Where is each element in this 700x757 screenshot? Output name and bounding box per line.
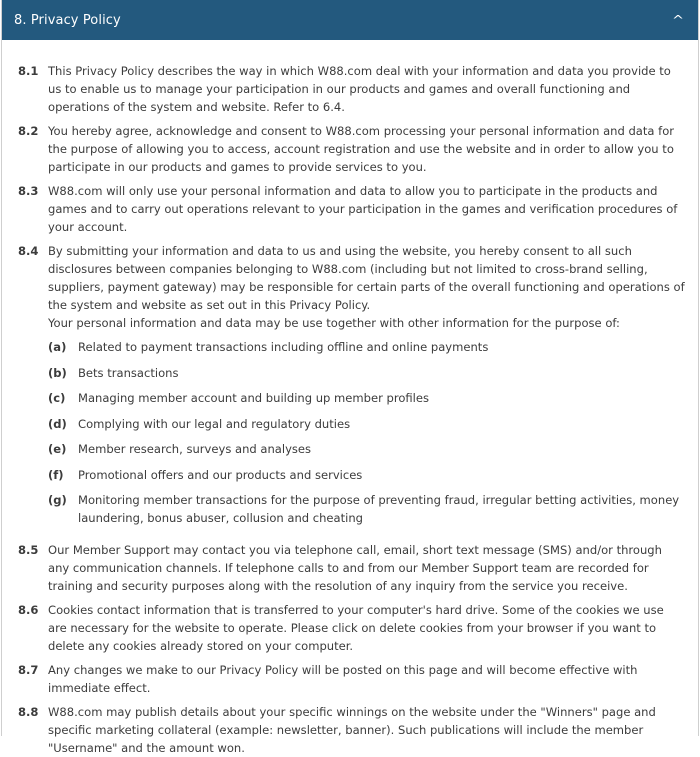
list-item — [48, 389, 686, 407]
chevron-up-icon[interactable]: ^ — [671, 13, 685, 27]
list-item-label: (d) — [48, 416, 67, 431]
list-item-text: Related to payment transactions including offline and online payments — [78, 340, 489, 354]
list-item — [48, 491, 686, 527]
clause-8-4 — [18, 242, 686, 535]
list-item — [48, 415, 686, 433]
list-item-text: Promotional offers and our products and services — [78, 467, 363, 482]
accordion-header[interactable] — [2, 0, 698, 40]
list-item-label: (f) — [48, 467, 64, 482]
privacy-policy-panel — [1, 0, 699, 755]
clause-number: 8.2 — [18, 124, 39, 138]
list-item-text: Bets transactions — [78, 365, 179, 380]
purpose-list — [48, 338, 686, 527]
clause-text: Any changes we make to our Privacy Policy will be posted on this page and will become effective with immediate effect. — [48, 662, 638, 695]
clause-number: 8.5 — [18, 542, 39, 557]
clause-text: Our Member Support may contact you via telephone call, email, short text message (SMS) and/or through any communication channels. If telephone calls to and from our Member Support team are recorded for training and security purposes along with the resolution of any inquiry from the service you receive. — [48, 542, 662, 593]
list-item-label: (g) — [48, 493, 67, 507]
list-item — [48, 466, 686, 484]
clause-8-3 — [18, 182, 686, 236]
list-item-label: (e) — [48, 442, 67, 456]
clause-text-secondary: Your personal information and data may be use together with other information for the purpose of: — [48, 316, 620, 330]
clause-number: 8.8 — [18, 704, 39, 719]
policy-content — [2, 40, 698, 757]
clause-8-7 — [18, 661, 686, 697]
clause-8-2 — [18, 122, 686, 176]
clause-text: W88.com may publish details about your specific winnings on the website under the "Winners" page and specific marketing collateral (example: newsletter, banner). Such publications will include the member "Username" and the amount won. — [48, 704, 656, 755]
list-item-label: (a) — [48, 340, 67, 354]
list-item-label: (b) — [48, 365, 67, 380]
clause-number: 8.7 — [18, 662, 39, 677]
clause-text: Cookies contact information that is transferred to your computer's hard drive. Some of the cookies we use are necessary for the website to operate. Please click on delete cookies from your browser if you want to delete any cookies already stored on your computer. — [48, 602, 664, 653]
list-item-text: Monitoring member transactions for the purpose of preventing fraud, irregular betting activities, money laundering, bonus abuser, collusion and cheating — [78, 493, 680, 525]
clause-number: 8.6 — [18, 602, 39, 617]
clause-number: 8.1 — [18, 64, 39, 78]
clause-text: You hereby agree, acknowledge and consent to W88.com processing your personal information and data for the purpose of allowing you to access, account registration and use the website and in order to allow you to participate in our products and games to provide services to you. — [48, 124, 675, 174]
list-item — [48, 338, 686, 356]
clause-8-8 — [18, 703, 686, 757]
list-item-label: (c) — [48, 391, 66, 405]
list-item-text: Complying with our legal and regulatory duties — [78, 416, 351, 431]
list-item — [48, 440, 686, 458]
section-title: 8. Privacy Policy — [14, 12, 121, 28]
clause-8-5 — [18, 541, 686, 595]
clause-number: 8.4 — [18, 244, 39, 258]
list-item-text: Member research, surveys and analyses — [78, 442, 312, 456]
list-item-text: Managing member account and building up member profiles — [78, 391, 429, 405]
clause-8-6 — [18, 601, 686, 655]
clause-text: This Privacy Policy describes the way in which W88.com deal with your information and data you provide to us to enable us to manage your participation in our products and games and overall functioning and operations of the system and website. Refer to 6.4. — [48, 64, 671, 114]
clause-number: 8.3 — [18, 184, 39, 198]
clause-text: By submitting your information and data to us and using the website, you hereby consent to all such disclosures between companies belonging to W88.com (including but not limited to cross-brand selling, suppliers, payment gateway) may be responsible for certain parts of the overall functioning and operations of the system and website as set out in this Privacy Policy. — [48, 244, 685, 312]
clause-8-1 — [18, 62, 686, 116]
list-item — [48, 364, 686, 382]
clause-text: W88.com will only use your personal information and data to allow you to participate in the products and games and to carry out operations relevant to your participation in the games and verification procedures of your account. — [48, 184, 678, 234]
